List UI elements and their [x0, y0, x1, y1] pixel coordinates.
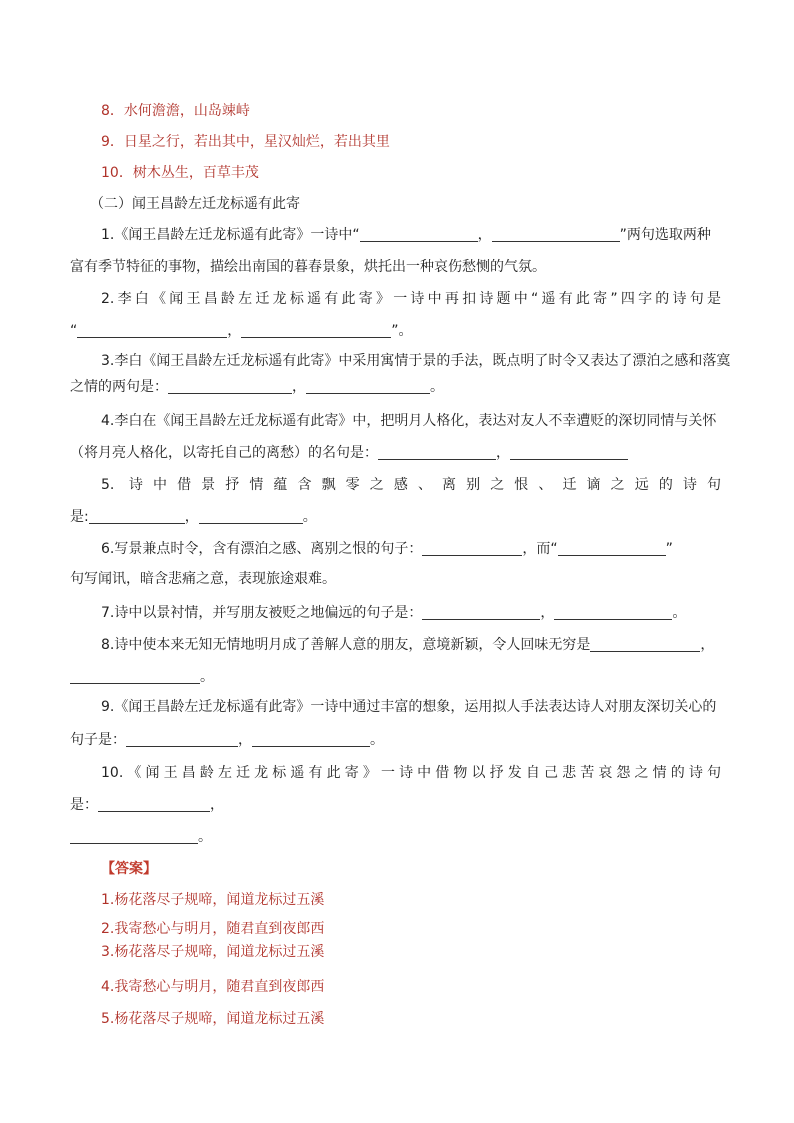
- q3-end: 。: [430, 379, 444, 395]
- q4-label: （将月亮人格化，以寄托自己的离愁）的名句是：: [70, 445, 378, 461]
- q8-text: 8.诗中使本来无知无情地明月成了善解人意的朋友，意境新颖，令人回味无穷是: [101, 637, 591, 653]
- q2-blank-2[interactable]: [241, 323, 391, 338]
- q10-blank-2[interactable]: [70, 829, 198, 844]
- answer-2: 2.我寄愁心与明月，随君直到夜郎西: [101, 921, 325, 937]
- q1-comma: ，: [477, 227, 492, 243]
- q1-line-2: 富有季节特征的事物，描绘出南国的暮春景象，烘托出一种哀伤愁恻的气氛。: [70, 259, 546, 275]
- q3-blank-1[interactable]: [168, 379, 292, 394]
- q3-label: 之情的两句是：: [70, 379, 168, 395]
- q10-label: 是：: [70, 797, 98, 813]
- q3-comma: ，: [292, 379, 306, 395]
- q1-text: 1.《闻王昌龄左迁龙标遥有此寄》一诗中“: [101, 227, 360, 243]
- q10-end: 。: [198, 829, 212, 845]
- q2-blank-1[interactable]: [77, 323, 227, 338]
- question-1: [101, 226, 721, 244]
- answer-3: 3.杨花落尽子规啼，闻道龙标过五溪: [101, 944, 325, 960]
- q4-comma: ，: [496, 445, 510, 461]
- prev-answer-10: 10．树木丛生，百草丰茂: [101, 165, 259, 181]
- q7-end: 。: [672, 605, 687, 621]
- q6-line-1: [101, 540, 721, 558]
- section-title: （二）闻王昌龄左迁龙标遥有此寄: [90, 196, 300, 212]
- q2-line-2: [70, 322, 413, 340]
- q9-line-2: [70, 731, 384, 749]
- answer-4: 4.我寄愁心与明月，随君直到夜郎西: [101, 979, 325, 995]
- q5-label: 是:: [70, 509, 89, 525]
- q4-line-1: 4.李白在《闻王昌龄左迁龙标遥有此寄》中，把明月人格化，表达对友人不幸遭贬的深切同情与关怀: [101, 413, 717, 429]
- q5-blank-1[interactable]: [89, 509, 185, 524]
- q8-line-1: [101, 636, 721, 654]
- q9-blank-2[interactable]: [252, 732, 370, 747]
- q3-blank-2[interactable]: [306, 379, 430, 394]
- q10-line-1: 10.《闻王昌龄左迁龙标遥有此寄》一诗中借物以抒发自己悲苦哀怨之情的诗句: [101, 765, 721, 781]
- q6-close-quote: ”: [665, 541, 673, 557]
- q10-line-3: [70, 828, 212, 846]
- q5-line-1: 5. 诗中借景抒情蕴含飘零之感、离别之恨、迁谪之远的诗句: [101, 477, 721, 493]
- q2-line-1: 2.李白《闻王昌龄左迁龙标遥有此寄》一诗中再扣诗题中“遥有此寄”四字的诗句是: [101, 291, 721, 307]
- q9-comma: ，: [238, 732, 252, 748]
- q2-comma: ，: [227, 323, 242, 339]
- q2-close: ”。: [391, 323, 413, 339]
- q7-text: 7.诗中以景衬情，并写朋友被贬之地偏远的句子是：: [101, 605, 423, 621]
- q8-line-2: [70, 668, 214, 686]
- q10-comma: ，: [210, 797, 224, 813]
- q10-blank-1[interactable]: [98, 797, 210, 812]
- q9-label: 句子是：: [70, 732, 126, 748]
- q9-line-1: 9.《闻王昌龄左迁龙标遥有此寄》一诗中通过丰富的想象，运用拟人手法表达诗人对朋友深切关心的: [101, 699, 717, 715]
- q1-blank-2[interactable]: [492, 227, 620, 242]
- q3-line-1: 3.李白《闻王昌龄左迁龙标遥有此寄》中采用寓情于景的手法，既点明了时令又表达了漂泊之感和落寞: [101, 353, 731, 369]
- q8-end: 。: [200, 669, 214, 685]
- q7-blank-1[interactable]: [422, 605, 540, 620]
- q6-blank-2[interactable]: [558, 541, 666, 556]
- q10-line-2: [70, 796, 224, 814]
- q8-blank-1[interactable]: [590, 637, 700, 652]
- q4-blank-2[interactable]: [510, 445, 628, 460]
- q1-tail: ”两句选取两种: [619, 227, 711, 243]
- q5-comma: ，: [184, 509, 199, 525]
- q1-blank-1[interactable]: [360, 227, 478, 242]
- q3-line-2: [70, 378, 444, 396]
- q9-end: 。: [370, 732, 384, 748]
- prev-answer-8: 8．水何澹澹，山岛竦峙: [101, 103, 250, 119]
- q6-text: 6.写景兼点时令，含有漂泊之感、离别之恨的句子：: [101, 541, 423, 557]
- q8-comma: ，: [700, 637, 715, 653]
- q4-line-2: [70, 444, 628, 462]
- q6-line-2: 句写闻讯，暗含悲痛之意，表现旅途艰难。: [70, 571, 336, 587]
- answer-heading: 【答案】: [101, 861, 157, 877]
- q5-line-2: [70, 508, 317, 526]
- q5-blank-2[interactable]: [199, 509, 303, 524]
- q9-blank-1[interactable]: [126, 732, 238, 747]
- q2-open-quote: “: [70, 323, 78, 339]
- q7-comma: ，: [540, 605, 555, 621]
- q7-blank-2[interactable]: [554, 605, 672, 620]
- prev-answer-9: 9．日星之行，若出其中，星汉灿烂，若出其里: [101, 134, 390, 150]
- q8-blank-2[interactable]: [70, 669, 200, 684]
- answer-1: 1.杨花落尽子规啼，闻道龙标过五溪: [101, 892, 325, 908]
- answer-5: 5.杨花落尽子规啼，闻道龙标过五溪: [101, 1011, 325, 1027]
- q6-mid: ，而“: [522, 541, 558, 557]
- q7-line: [101, 604, 721, 622]
- q6-blank-1[interactable]: [422, 541, 522, 556]
- q5-end: 。: [302, 509, 317, 525]
- q4-blank-1[interactable]: [378, 445, 496, 460]
